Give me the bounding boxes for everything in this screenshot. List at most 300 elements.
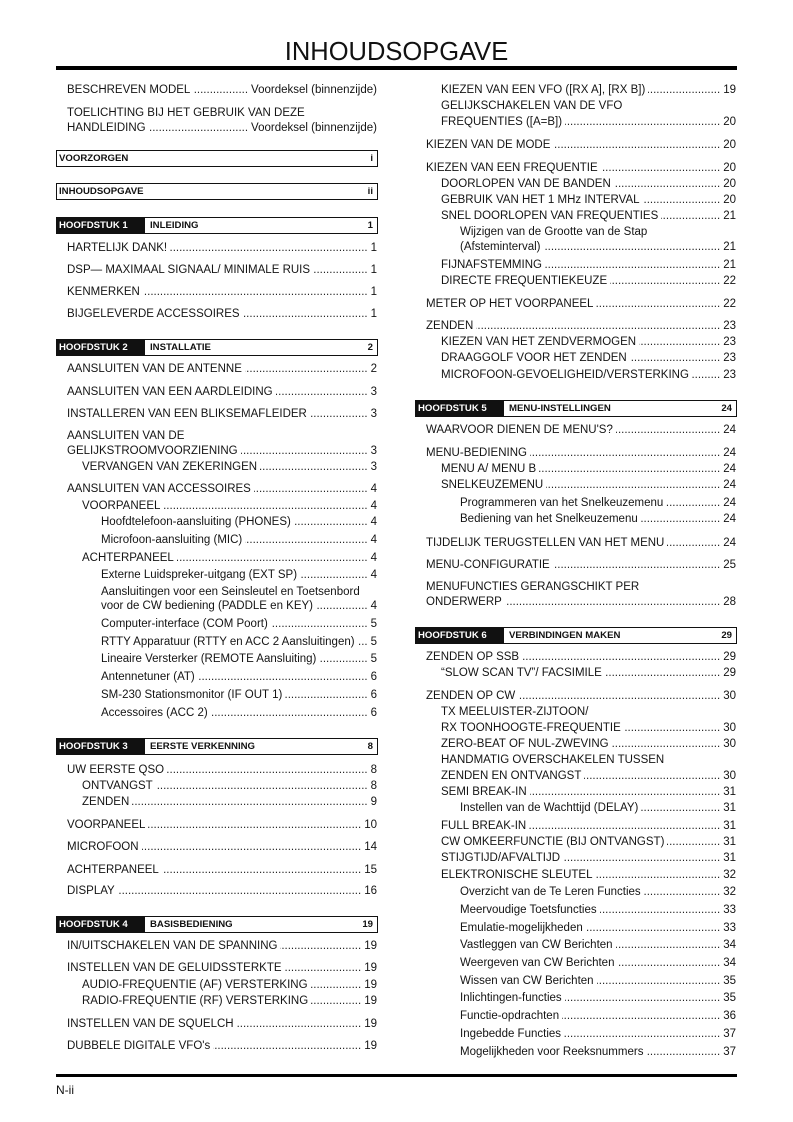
toc-entry-title: Microfoon-aansluiting (MIC): [101, 534, 243, 546]
toc-entry-title: DIRECTE FREQUENTIEKEUZE: [441, 275, 608, 287]
toc-entry-title: Programmeren van het Snelkeuzemenu: [460, 497, 664, 509]
toc-page-number: 31: [723, 786, 736, 798]
toc-entry: [441, 208, 736, 224]
toc-page-number: 20: [723, 194, 736, 206]
toc-entry-title: Vastleggen van CW Berichten: [460, 939, 613, 951]
toc-entry: [67, 262, 377, 278]
toc-page-number: 16: [364, 885, 377, 897]
toc-entry-continuation: [441, 768, 736, 784]
toc-entry-title: INSTALLEREN VAN EEN BLIKSEMAFLEIDER: [67, 408, 307, 420]
toc-page-number: 10: [364, 819, 377, 831]
toc-entry-title: SNELKEUZEMENU: [441, 479, 544, 491]
toc-entry: [101, 651, 377, 667]
dot-leader: [544, 239, 721, 255]
toc-entry-title: Wissen van CW Berichten: [460, 975, 594, 987]
toc-entry-title: Mogelijkheden voor Reeksnummers: [460, 1046, 644, 1058]
toc-entry: [441, 818, 736, 834]
toc-entry-title: TX MEELUISTER-ZIJTOON/: [441, 706, 589, 718]
toc-page-number: 19: [364, 1040, 377, 1052]
dot-leader: [311, 993, 361, 1009]
toc-entry: [67, 82, 377, 98]
footer-rule: [56, 1074, 737, 1077]
toc-entry-title: HANDMATIG OVERSCHAKELEN TUSSEN: [441, 754, 665, 766]
toc-page-number: 19: [364, 962, 377, 974]
dot-leader: [311, 977, 362, 993]
toc-entry: [67, 105, 377, 121]
toc-page-number: 4: [370, 534, 377, 546]
dot-leader: [280, 938, 361, 954]
toc-entry: [67, 284, 377, 300]
dot-leader: [617, 955, 720, 971]
section-title: VERBINDINGEN MAKEN: [509, 630, 621, 641]
dot-leader: [641, 511, 720, 527]
toc-entry: [82, 993, 377, 1009]
toc-entry: [460, 902, 736, 918]
toc-page-number: 29: [723, 651, 736, 663]
toc-entry-title: Antennetuner (AT): [101, 671, 195, 683]
dot-leader: [198, 669, 368, 685]
dot-leader: [530, 445, 720, 461]
toc-entry-title: CW OMKEERFUNCTIE (BIJ ONTVANGST): [441, 836, 665, 848]
toc-entry-title: MENUFUNCTIES GERANGSCHIKT PER: [426, 581, 640, 593]
dot-leader: [148, 817, 361, 833]
dot-leader: [597, 973, 721, 989]
dot-leader: [132, 794, 367, 810]
toc-page-number: 34: [723, 939, 736, 951]
toc-entry-title: SNEL DOORLOPEN VAN FREQUENTIES: [441, 210, 659, 222]
toc-entry: [67, 862, 377, 878]
toc-entry: [67, 306, 377, 322]
toc-entry: [441, 82, 736, 98]
dot-leader: [193, 82, 248, 98]
toc-entry-title: KENMERKEN: [67, 286, 140, 298]
toc-page-number: 3: [370, 386, 377, 398]
toc-entry-title: VERVANGEN VAN ZEKERINGEN: [82, 461, 258, 473]
toc-entry: [441, 461, 736, 477]
dot-leader: [667, 535, 720, 551]
toc-entry-title: voor de CW bediening (PADDLE en KEY): [101, 600, 313, 612]
toc-page-number: 5: [370, 618, 377, 630]
toc-page-number: 20: [723, 178, 736, 190]
chapter-heading: [415, 400, 737, 417]
toc-entry-title: ONTVANGST: [82, 780, 153, 792]
toc-entry-title: FULL BREAK-IN: [441, 820, 527, 832]
chapter-heading: [56, 738, 378, 755]
section-page-number: ii: [367, 186, 373, 197]
toc-entry-title: MICROFOON-GEVOELIGHEID/VERSTERKING: [441, 369, 689, 381]
dot-leader: [562, 1008, 720, 1024]
dot-leader: [630, 350, 720, 366]
toc-entry-title: DSP— MAXIMAAL SIGNAAL/ MINIMALE RUIS: [67, 264, 311, 276]
dot-leader: [276, 384, 368, 400]
toc-page-number: 25: [723, 559, 736, 571]
toc-column-left: [56, 0, 378, 1122]
toc-entry-title: KIEZEN VAN EEN FREQUENTIE: [426, 162, 598, 174]
toc-entry-title: MENU-BEDIENING: [426, 447, 527, 459]
dot-leader: [476, 318, 720, 334]
toc-entry-title: MENU-CONFIGURATIE: [426, 559, 550, 571]
toc-entry-title: BIJGELEVERDE ACCESSOIRES: [67, 308, 240, 320]
dot-leader: [522, 649, 720, 665]
toc-entry-title: VOORPANEEL: [67, 819, 146, 831]
section-title: EERSTE VERKENNING: [150, 741, 256, 752]
dot-leader: [170, 240, 367, 256]
toc-entry: [441, 784, 736, 800]
toc-entry: [67, 406, 377, 422]
chapter-label: HOOFDSTUK 5: [416, 401, 504, 416]
toc-entry: [441, 867, 736, 883]
toc-entry-continuation: [441, 720, 736, 736]
toc-entry-title: SM-230 Stationsmonitor (IF OUT 1): [101, 689, 283, 701]
toc-entry: [460, 224, 736, 240]
toc-entry-title: Bediening van het Snelkeuzemenu: [460, 513, 638, 525]
toc-page-number: 31: [723, 836, 736, 848]
toc-entry: [460, 990, 736, 1006]
toc-entry: [67, 240, 377, 256]
toc-page-number: 33: [723, 904, 736, 916]
dot-leader: [505, 594, 720, 610]
dot-leader: [162, 862, 361, 878]
toc-page-number: 32: [723, 869, 736, 881]
toc-entry: [460, 1026, 736, 1042]
dot-leader: [584, 768, 720, 784]
toc-entry-title: Overzicht van de Te Leren Functies: [460, 886, 641, 898]
toc-entry-title: Inlichtingen-functies: [460, 992, 562, 1004]
toc-entry-title: AUDIO-FREQUENTIE (AF) VERSTERKING: [82, 979, 308, 991]
toc-entry-title: METER OP HET VOORPANEEL: [426, 298, 594, 310]
dot-leader: [167, 762, 367, 778]
toc-entry-title: Emulatie-mogelijkheden: [460, 922, 583, 934]
dot-leader: [163, 498, 367, 514]
dot-leader: [666, 495, 720, 511]
toc-entry-title: GELIJKSCHAKELEN VAN DE VFO: [441, 100, 623, 112]
toc-entry: [426, 160, 736, 176]
dot-leader: [586, 920, 720, 936]
toc-entry: [67, 1038, 377, 1054]
toc-entry-title: Hoofdtelefoon-aansluiting (PHONES): [101, 516, 291, 528]
toc-entry-continuation: [67, 443, 377, 459]
toc-entry: [426, 688, 736, 704]
dot-leader: [316, 598, 368, 614]
dot-leader: [563, 850, 720, 866]
section-page-number: 29: [721, 630, 732, 641]
toc-page-number: 30: [723, 722, 736, 734]
toc-page-number: 8: [370, 764, 377, 776]
toc-entry: [441, 850, 736, 866]
toc-entry-title: FREQUENTIES ([A=B]): [441, 116, 563, 128]
dot-leader: [612, 736, 721, 752]
toc-entry-title: WAARVOOR DIENEN DE MENU'S?: [426, 424, 613, 436]
dot-leader: [610, 273, 720, 289]
toc-entry: [441, 192, 736, 208]
toc-page-number: 23: [723, 369, 736, 381]
toc-page-number: 2: [370, 363, 377, 375]
toc-entry-title: TIJDELIJK TERUGSTELLEN VAN HET MENU: [426, 537, 665, 549]
dot-leader: [553, 137, 720, 153]
toc-entry: [82, 977, 377, 993]
toc-entry-title: GELIJKSTROOMVOORZIENING: [67, 445, 238, 457]
toc-page-number: 15: [364, 864, 377, 876]
dot-leader: [644, 884, 721, 900]
toc-entry: [101, 634, 377, 650]
toc-page-number: 28: [723, 596, 736, 608]
dot-leader: [616, 937, 721, 953]
section-page-number: 8: [367, 741, 373, 752]
toc-entry: [67, 361, 377, 377]
toc-page-number: 32: [723, 886, 736, 898]
toc-page-number: 3: [370, 461, 377, 473]
toc-entry: [441, 350, 736, 366]
dot-leader: [142, 839, 362, 855]
toc-entry-title: BESCHREVEN MODEL: [67, 84, 191, 96]
dot-leader: [529, 818, 720, 834]
toc-entry: [441, 176, 736, 192]
dot-leader: [358, 634, 368, 650]
toc-entry-title: Externe Luidspreker-uitgang (EXT SP): [101, 569, 298, 581]
toc-page-number: 4: [370, 516, 377, 528]
dot-leader: [156, 778, 368, 794]
toc-page-number: 22: [723, 298, 736, 310]
toc-entry: [82, 794, 377, 810]
toc-page-number: 6: [370, 671, 377, 683]
toc-entry: [441, 98, 736, 114]
toc-page-number: 1: [370, 264, 377, 276]
toc-page-number: 8: [370, 780, 377, 792]
dot-leader: [285, 960, 362, 976]
section-page-number: 1: [367, 220, 373, 231]
toc-page-number: 37: [723, 1046, 736, 1058]
toc-entry-title: FIJNAFSTEMMING: [441, 259, 542, 271]
dot-leader: [271, 616, 368, 632]
toc-entry-continuation: [441, 114, 736, 130]
toc-entry: [101, 532, 377, 548]
toc-page-number: 31: [723, 852, 736, 864]
dot-leader: [285, 687, 367, 703]
dot-leader: [667, 834, 720, 850]
toc-entry: [101, 616, 377, 632]
chapter-label: HOOFDSTUK 1: [57, 218, 145, 233]
toc-page-number: 30: [723, 690, 736, 702]
toc-page-number: 24: [723, 537, 736, 549]
toc-page-number: 19: [364, 940, 377, 952]
toc-entry-title: ZENDEN EN ONTVANGST: [441, 770, 582, 782]
toc-page-number: 4: [370, 569, 377, 581]
section-heading: [56, 150, 378, 167]
section-title: VOORZORGEN: [59, 153, 129, 164]
chapter-label: HOOFDSTUK 3: [57, 739, 145, 754]
dot-leader: [605, 665, 720, 681]
toc-entry: [101, 514, 377, 530]
toc-entry: [441, 834, 736, 850]
toc-entry-title: HARTELIJK DANK!: [67, 242, 168, 254]
toc-page-number: 23: [723, 320, 736, 332]
dot-leader: [254, 481, 368, 497]
toc-entry-title: UW EERSTE QSO: [67, 764, 165, 776]
toc-entry-title: VOORPANEEL: [82, 500, 161, 512]
toc-entry-title: ACHTERPANEEL: [67, 864, 159, 876]
dot-leader: [241, 443, 368, 459]
toc-entry-title: ACHTERPANEEL: [82, 552, 174, 564]
dot-leader: [545, 257, 720, 273]
dot-leader: [546, 477, 720, 493]
toc-entry: [426, 557, 736, 573]
toc-entry: [441, 736, 736, 752]
dot-leader: [237, 1016, 362, 1032]
dot-leader: [616, 422, 720, 438]
toc-entry-title: AANSLUITEN VAN EEN AARDLEIDING: [67, 386, 273, 398]
section-heading: [56, 183, 378, 200]
toc-page-number: 37: [723, 1028, 736, 1040]
dot-leader: [313, 262, 368, 278]
toc-page-number: 24: [723, 447, 736, 459]
toc-entry-title: ZERO-BEAT OF NUL-ZWEVING: [441, 738, 609, 750]
dot-leader: [118, 883, 361, 899]
toc-entry-continuation: [67, 120, 377, 136]
toc-page-number: 35: [723, 975, 736, 987]
chapter-label: HOOFDSTUK 4: [57, 917, 145, 932]
toc-entry: [460, 973, 736, 989]
toc-entry-title: Weergeven van CW Berichten: [460, 957, 615, 969]
dot-leader: [539, 461, 720, 477]
toc-page-number: 35: [723, 992, 736, 1004]
toc-page-number: 19: [364, 1018, 377, 1030]
dot-leader: [143, 284, 368, 300]
dot-leader: [646, 1044, 720, 1060]
toc-entry: [82, 550, 377, 566]
toc-page-number: 31: [723, 802, 736, 814]
toc-entry: [426, 137, 736, 153]
toc-entry: [460, 1008, 736, 1024]
toc-entry-title: RADIO-FREQUENTIE (RF) VERSTERKING: [82, 995, 309, 1007]
toc-entry: [426, 445, 736, 461]
toc-page-number: 34: [723, 957, 736, 969]
toc-entry-title: “SLOW SCAN TV”/ FACSIMILE: [441, 667, 602, 679]
section-title: INLEIDING: [150, 220, 199, 231]
toc-page-number: 5: [370, 653, 377, 665]
toc-page-number: 14: [364, 841, 377, 853]
toc-entry-title: Accessoires (ACC 2): [101, 707, 208, 719]
chapter-heading: [56, 339, 378, 356]
dot-leader: [648, 82, 720, 98]
toc-page-number: 21: [723, 210, 736, 222]
toc-entry-title: IN/UITSCHAKELEN VAN DE SPANNING: [67, 940, 278, 952]
toc-entry-title: Computer-interface (COM Poort): [101, 618, 268, 630]
toc-page-number: 24: [723, 497, 736, 509]
toc-page-number: 19: [723, 84, 736, 96]
toc-page-number: 4: [370, 500, 377, 512]
toc-entry: [460, 920, 736, 936]
toc-page-number: 6: [370, 689, 377, 701]
dot-leader: [177, 550, 368, 566]
toc-entry-title: ZENDEN OP SSB: [426, 651, 520, 663]
toc-entry: [441, 752, 736, 768]
toc-entry-title: MICROFOON: [67, 841, 139, 853]
toc-entry: [426, 318, 736, 334]
section-page-number: 24: [721, 403, 732, 414]
toc-entry: [67, 481, 377, 497]
toc-page-number: 24: [723, 463, 736, 475]
toc-entry-title: (Afsteminterval): [460, 241, 541, 253]
dot-leader: [624, 720, 720, 736]
toc-entry: [426, 579, 736, 595]
toc-entry-title: MENU A/ MENU B: [441, 463, 537, 475]
toc-page-number: 1: [370, 308, 377, 320]
toc-page-number: 4: [370, 600, 377, 612]
section-title: MENU-INSTELLINGEN: [509, 403, 611, 414]
dot-leader: [319, 651, 367, 667]
toc-page-number: 21: [723, 241, 736, 253]
toc-entry-title: Instellen van de Wachttijd (DELAY): [460, 802, 639, 814]
toc-entry-title: ONDERWERP: [426, 596, 502, 608]
dot-leader: [310, 406, 368, 422]
toc-entry: [441, 273, 736, 289]
toc-entry: [441, 257, 736, 273]
toc-page-number: 22: [723, 275, 736, 287]
toc-page-number: 4: [370, 483, 377, 495]
dot-leader: [149, 120, 248, 136]
section-title: INSTALLATIE: [150, 342, 211, 353]
toc-entry-title: AANSLUITEN VAN DE: [67, 430, 185, 442]
dot-leader: [243, 306, 368, 322]
dot-leader: [530, 784, 721, 800]
toc-entry-title: DUBBELE DIGITALE VFO's: [67, 1040, 211, 1052]
toc-entry-title: Lineaire Versterker (REMOTE Aansluiting): [101, 653, 317, 665]
dot-leader: [565, 114, 720, 130]
chapter-heading: [56, 916, 378, 933]
section-title: INHOUDSOPGAVE: [59, 186, 144, 197]
toc-entry: [67, 883, 377, 899]
dot-leader: [553, 557, 720, 573]
dot-leader: [300, 567, 368, 583]
toc-page-number: 24: [723, 479, 736, 491]
dot-leader: [294, 514, 368, 530]
section-page-number: 2: [367, 342, 373, 353]
toc-entry-title: TOELICHTING BIJ HET GEBRUIK VAN DEZE: [67, 107, 305, 119]
toc-page-number: 24: [723, 424, 736, 436]
toc-entry: [441, 477, 736, 493]
toc-entry: [441, 704, 736, 720]
toc-page-number: 1: [370, 286, 377, 298]
toc-entry: [426, 296, 736, 312]
dot-leader: [213, 1038, 361, 1054]
toc-page-number: 1: [370, 242, 377, 254]
dot-leader: [564, 1026, 720, 1042]
toc-entry-title: ELEKTRONISCHE SLEUTEL: [441, 869, 593, 881]
chapter-label: HOOFDSTUK 6: [416, 628, 504, 643]
toc-page-number: 6: [370, 707, 377, 719]
dot-leader: [565, 990, 721, 1006]
dot-leader: [245, 532, 367, 548]
toc-entry: [101, 687, 377, 703]
page-number: N-ii: [56, 1083, 74, 1097]
toc-entry-title: AANSLUITEN VAN ACCESSOIRES: [67, 483, 251, 495]
toc-entry: [101, 705, 377, 721]
toc-entry: [67, 762, 377, 778]
toc-page-number: 31: [723, 820, 736, 832]
section-page-number: i: [370, 153, 373, 164]
toc-page-number: 5: [370, 636, 377, 648]
dot-leader: [245, 361, 368, 377]
toc-page-number: 19: [364, 979, 377, 991]
toc-page-number: 20: [723, 162, 736, 174]
toc-page-number: 20: [723, 116, 736, 128]
toc-entry: [426, 535, 736, 551]
dot-leader: [211, 705, 368, 721]
toc-page-number: 33: [723, 922, 736, 934]
toc-entry-title: RTTY Apparatuur (RTTY en ACC 2 Aansluitingen): [101, 636, 355, 648]
toc-entry-title: KIEZEN VAN HET ZENDVERMOGEN: [441, 336, 637, 348]
toc-entry-title: SEMI BREAK-IN: [441, 786, 527, 798]
